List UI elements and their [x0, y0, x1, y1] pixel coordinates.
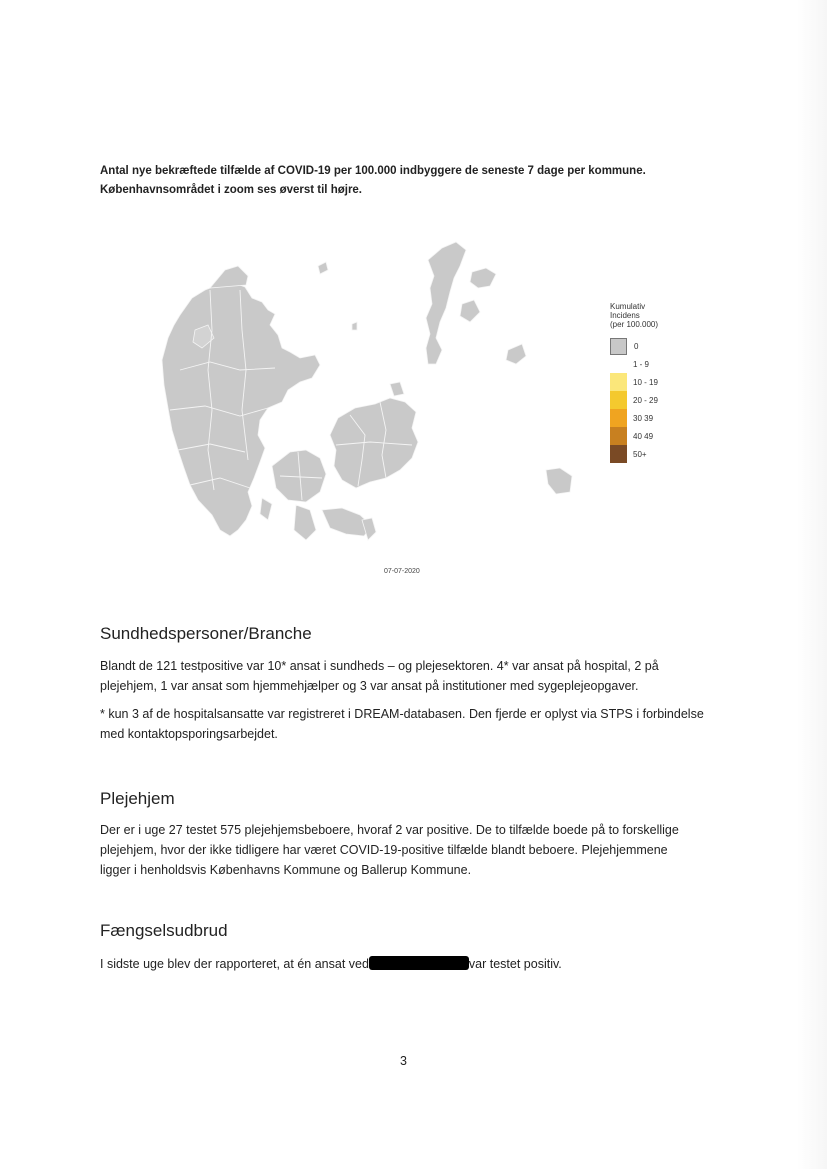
map-legend	[610, 302, 658, 463]
section-heading-nursing-homes: Plejehjem	[100, 789, 175, 808]
caption-line-1: Antal nye bekræftede tilfælde af COVID-19 per 100.000 indbyggere de seneste 7 dage per kommune.	[100, 165, 646, 177]
page-number: 3	[400, 1054, 407, 1068]
legend-swatch	[610, 445, 627, 463]
legend-swatch	[610, 338, 627, 355]
legend-title: Kumulativ Incidens (per 100.000)	[610, 302, 659, 329]
section-heading-health-staff: Sundhedspersoner/Branche	[100, 624, 312, 643]
page-edge-shadow	[797, 0, 827, 1169]
legend-swatch	[610, 373, 627, 391]
map-date: 07-07-2020	[384, 568, 420, 575]
section-heading-prison-outbreak: Fængselsudbrud	[100, 921, 228, 940]
legend-item: 1 - 9	[610, 355, 658, 373]
redaction-box	[369, 956, 469, 970]
map-region-copenhagen-zoom	[426, 242, 466, 364]
legend-item: 50+	[610, 445, 658, 463]
map-caption	[100, 162, 720, 200]
paragraph-footnote: * kun 3 af de hospitalsansatte var registreret i DREAM-databasen. Den fjerde er oplyst via STPS i forbindelse med kontaktopsporingsarbejdet.	[100, 707, 704, 741]
legend-item: 10 - 19	[610, 373, 658, 391]
paragraph: Der er i uge 27 testet 575 plejehjemsbeboere, hvoraf 2 var positive. De to tilfælde boede på to forskellige plejehjem, hvor der ikke tidligere har været COVID-19-positive tilfælde blandt beboere. Plejehjemmene ligger i henholdsvis Københavns Kommune og Ballerup Kommune.	[100, 823, 679, 877]
paragraph: Blandt de 121 testpositive var 10* ansat i sundheds – og plejesektoren. 4* var ansat på hospital, 2 på plejehjem, 1 var ansat som hjemmehjælper og 3 var ansat på institutioner med sygeplejeopgaver.	[100, 659, 659, 693]
legend-swatch	[610, 409, 627, 427]
legend-swatch	[610, 391, 627, 409]
caption-line-2: Københavnsområdet i zoom ses øverst til højre.	[100, 184, 363, 196]
legend-item: 40 49	[610, 427, 658, 445]
legend-item: 20 - 29	[610, 391, 658, 409]
paragraph: I sidste uge blev der rapporteret, at én ansat ved var testet positiv.	[100, 957, 562, 971]
legend-item: 30 39	[610, 409, 658, 427]
denmark-incidence-map	[150, 230, 590, 560]
legend-swatch	[610, 427, 627, 445]
map-region-zealand	[330, 398, 418, 488]
legend-swatch	[610, 355, 627, 373]
map-region-bornholm	[546, 468, 572, 494]
legend-item: 0	[610, 337, 658, 355]
